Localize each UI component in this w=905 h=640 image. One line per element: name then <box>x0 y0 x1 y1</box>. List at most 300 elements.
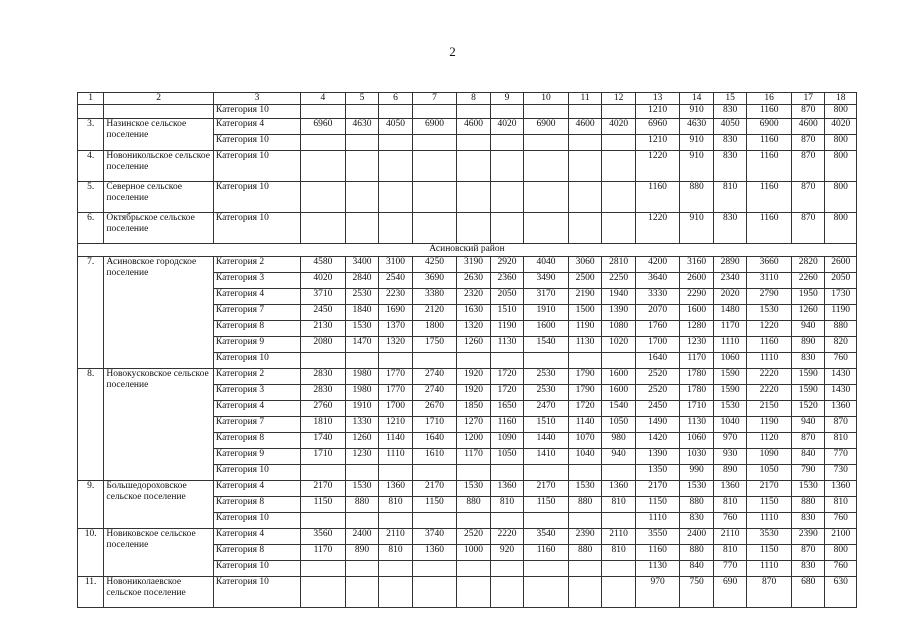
value-cell: 2120 <box>412 305 457 321</box>
value-cell <box>524 561 569 577</box>
value-cell: 1470 <box>345 337 378 353</box>
value-cell: 970 <box>635 577 680 608</box>
value-cell: 1020 <box>602 337 635 353</box>
value-cell <box>490 213 523 244</box>
value-cell: 1360 <box>602 481 635 497</box>
value-cell <box>568 561 601 577</box>
value-cell: 3550 <box>635 529 680 545</box>
row-number: 6. <box>78 213 104 244</box>
category-cell: Категория 4 <box>213 119 300 135</box>
header-col-4: 4 <box>301 93 346 105</box>
value-cell: 3540 <box>524 529 569 545</box>
value-cell: 2260 <box>791 273 824 289</box>
value-cell: 1060 <box>680 433 713 449</box>
value-cell: 4020 <box>301 273 346 289</box>
value-cell: 6960 <box>635 119 680 135</box>
value-cell: 760 <box>825 513 857 529</box>
value-cell <box>457 513 490 529</box>
value-cell: 880 <box>680 182 713 213</box>
value-cell: 3660 <box>747 257 792 273</box>
value-cell: 2840 <box>345 273 378 289</box>
value-cell: 1640 <box>412 433 457 449</box>
value-cell: 4630 <box>680 119 713 135</box>
value-cell: 1050 <box>602 417 635 433</box>
value-cell <box>457 577 490 608</box>
value-cell: 2110 <box>713 529 746 545</box>
table-row <box>78 182 857 213</box>
value-cell <box>457 561 490 577</box>
header-col-5: 5 <box>345 93 378 105</box>
category-cell: Категория 4 <box>213 481 300 497</box>
value-cell: 1090 <box>747 449 792 465</box>
value-cell: 1590 <box>791 369 824 385</box>
value-cell: 1350 <box>635 465 680 481</box>
value-cell: 1520 <box>791 401 824 417</box>
value-cell: 810 <box>713 497 746 513</box>
value-cell: 1130 <box>635 561 680 577</box>
row-number: 8. <box>78 369 104 481</box>
value-cell: 1110 <box>747 353 792 369</box>
category-cell: Категория 2 <box>213 257 300 273</box>
value-cell: 1080 <box>602 321 635 337</box>
value-cell: 2170 <box>747 481 792 497</box>
value-cell: 1700 <box>635 337 680 353</box>
row-number <box>78 105 104 119</box>
value-cell: 1190 <box>825 305 857 321</box>
value-cell <box>301 465 346 481</box>
value-cell <box>568 105 601 119</box>
value-cell: 1720 <box>490 385 523 401</box>
value-cell: 4630 <box>345 119 378 135</box>
value-cell <box>379 182 412 213</box>
value-cell: 1430 <box>825 369 857 385</box>
settlement-name: Новоникольское сельское поселение <box>104 151 214 182</box>
value-cell: 2220 <box>747 369 792 385</box>
value-cell: 3060 <box>568 257 601 273</box>
value-cell: 1150 <box>301 497 346 513</box>
value-cell: 1790 <box>568 369 601 385</box>
value-cell: 1210 <box>635 105 680 119</box>
value-cell: 1220 <box>747 321 792 337</box>
value-cell <box>301 213 346 244</box>
value-cell: 830 <box>791 561 824 577</box>
value-cell: 2500 <box>568 273 601 289</box>
value-cell: 830 <box>791 513 824 529</box>
value-cell: 870 <box>791 545 824 561</box>
value-cell: 3190 <box>457 257 490 273</box>
value-cell: 870 <box>791 213 824 244</box>
settlement-name: Асиновское городское поселение <box>104 257 214 369</box>
value-cell: 4200 <box>635 257 680 273</box>
value-cell: 3330 <box>635 289 680 305</box>
value-cell <box>301 561 346 577</box>
value-cell <box>568 577 601 608</box>
value-cell: 1640 <box>635 353 680 369</box>
value-cell: 1650 <box>490 401 523 417</box>
value-cell <box>602 561 635 577</box>
header-col-8: 8 <box>457 93 490 105</box>
value-cell: 2390 <box>568 529 601 545</box>
value-cell: 880 <box>791 497 824 513</box>
value-cell <box>412 105 457 119</box>
value-cell: 1170 <box>680 353 713 369</box>
value-cell: 2320 <box>457 289 490 305</box>
value-cell: 770 <box>713 561 746 577</box>
value-cell: 790 <box>791 465 824 481</box>
value-cell <box>457 213 490 244</box>
value-cell: 1940 <box>602 289 635 305</box>
value-cell: 1150 <box>747 497 792 513</box>
value-cell: 810 <box>490 497 523 513</box>
value-cell <box>412 577 457 608</box>
value-cell: 1590 <box>713 369 746 385</box>
value-cell <box>602 151 635 182</box>
value-cell: 1740 <box>301 433 346 449</box>
value-cell <box>490 151 523 182</box>
value-cell: 1170 <box>301 545 346 561</box>
value-cell: 1210 <box>379 417 412 433</box>
value-cell <box>412 135 457 151</box>
value-cell <box>412 151 457 182</box>
value-cell: 940 <box>791 321 824 337</box>
value-cell: 1060 <box>713 353 746 369</box>
value-cell: 810 <box>379 545 412 561</box>
value-cell: 810 <box>713 182 746 213</box>
table-row <box>78 481 857 497</box>
value-cell <box>345 577 378 608</box>
value-cell: 1030 <box>680 449 713 465</box>
value-cell <box>457 151 490 182</box>
value-cell: 800 <box>825 182 857 213</box>
value-cell: 830 <box>713 135 746 151</box>
value-cell: 1160 <box>747 337 792 353</box>
value-cell: 2530 <box>524 385 569 401</box>
value-cell: 1490 <box>635 417 680 433</box>
value-cell: 1530 <box>713 401 746 417</box>
value-cell: 1590 <box>713 385 746 401</box>
header-col-12: 12 <box>602 93 635 105</box>
value-cell: 1710 <box>680 401 713 417</box>
value-cell: 930 <box>713 449 746 465</box>
value-cell: 1920 <box>457 369 490 385</box>
value-cell: 830 <box>713 151 746 182</box>
header-col-18: 18 <box>825 93 857 105</box>
page-number: 2 <box>449 44 456 59</box>
value-cell <box>602 135 635 151</box>
category-cell: Категория 3 <box>213 273 300 289</box>
value-cell: 1530 <box>747 305 792 321</box>
value-cell: 1840 <box>345 305 378 321</box>
value-cell: 1360 <box>825 401 857 417</box>
value-cell: 1720 <box>568 401 601 417</box>
value-cell: 2820 <box>791 257 824 273</box>
value-cell <box>412 513 457 529</box>
header-col-17: 17 <box>791 93 824 105</box>
value-cell: 1170 <box>713 321 746 337</box>
value-cell: 1770 <box>379 369 412 385</box>
value-cell <box>379 135 412 151</box>
value-cell: 1850 <box>457 401 490 417</box>
value-cell <box>379 353 412 369</box>
value-cell: 1390 <box>635 449 680 465</box>
value-cell <box>379 213 412 244</box>
value-cell: 2450 <box>635 401 680 417</box>
value-cell: 2390 <box>791 529 824 545</box>
value-cell: 1230 <box>345 449 378 465</box>
value-cell <box>602 513 635 529</box>
value-cell <box>490 561 523 577</box>
value-cell <box>524 577 569 608</box>
value-cell: 3380 <box>412 289 457 305</box>
value-cell: 990 <box>680 465 713 481</box>
value-cell: 1540 <box>524 337 569 353</box>
value-cell: 1220 <box>635 213 680 244</box>
value-cell <box>602 213 635 244</box>
value-cell <box>524 151 569 182</box>
row-number: 5. <box>78 182 104 213</box>
value-cell: 1070 <box>568 433 601 449</box>
value-cell: 1600 <box>524 321 569 337</box>
value-cell: 4600 <box>568 119 601 135</box>
value-cell: 1110 <box>747 513 792 529</box>
value-cell: 2830 <box>301 369 346 385</box>
row-number: 3. <box>78 119 104 151</box>
value-cell: 3740 <box>412 529 457 545</box>
value-cell: 3110 <box>747 273 792 289</box>
settlement-name: Новониколаевское сельское поселение <box>104 577 214 608</box>
value-cell: 910 <box>680 135 713 151</box>
value-cell: 840 <box>791 449 824 465</box>
value-cell: 2520 <box>457 529 490 545</box>
value-cell: 880 <box>345 497 378 513</box>
value-cell <box>412 465 457 481</box>
value-cell: 1780 <box>680 385 713 401</box>
value-cell: 2790 <box>747 289 792 305</box>
value-cell <box>457 465 490 481</box>
value-cell: 1320 <box>379 337 412 353</box>
value-cell: 870 <box>791 182 824 213</box>
value-cell <box>379 513 412 529</box>
value-cell: 1700 <box>379 401 412 417</box>
value-cell <box>345 465 378 481</box>
value-cell: 2020 <box>713 289 746 305</box>
value-cell <box>524 213 569 244</box>
value-cell: 1110 <box>379 449 412 465</box>
table-row <box>78 529 857 545</box>
value-cell: 1150 <box>635 497 680 513</box>
value-cell: 2190 <box>568 289 601 305</box>
value-cell <box>412 182 457 213</box>
value-cell: 2400 <box>680 529 713 545</box>
category-cell: Категория 4 <box>213 529 300 545</box>
value-cell: 1360 <box>490 481 523 497</box>
value-cell: 4040 <box>524 257 569 273</box>
header-col-3: 3 <box>213 93 300 105</box>
value-cell <box>524 513 569 529</box>
value-cell: 1270 <box>457 417 490 433</box>
value-cell <box>379 577 412 608</box>
value-cell: 1110 <box>747 561 792 577</box>
value-cell <box>301 182 346 213</box>
value-cell <box>412 561 457 577</box>
row-number: 9. <box>78 481 104 529</box>
value-cell <box>490 353 523 369</box>
table-row <box>78 577 857 608</box>
value-cell: 680 <box>791 577 824 608</box>
table-row <box>78 105 857 119</box>
header-col-11: 11 <box>568 93 601 105</box>
value-cell: 2810 <box>602 257 635 273</box>
value-cell <box>345 151 378 182</box>
value-cell: 2600 <box>680 273 713 289</box>
value-cell: 1530 <box>791 481 824 497</box>
value-cell: 1980 <box>345 385 378 401</box>
value-cell: 1260 <box>345 433 378 449</box>
value-cell: 2070 <box>635 305 680 321</box>
value-cell: 2760 <box>301 401 346 417</box>
value-cell: 870 <box>747 577 792 608</box>
value-cell: 3160 <box>680 257 713 273</box>
header-col-15: 15 <box>713 93 746 105</box>
value-cell: 1040 <box>568 449 601 465</box>
table-row <box>78 257 857 273</box>
value-cell <box>345 213 378 244</box>
value-cell: 2110 <box>602 529 635 545</box>
value-cell: 1360 <box>713 481 746 497</box>
value-cell: 3530 <box>747 529 792 545</box>
value-cell: 1530 <box>345 481 378 497</box>
row-number: 11. <box>78 577 104 608</box>
value-cell: 2630 <box>457 273 490 289</box>
value-cell: 630 <box>825 577 857 608</box>
category-cell: Категория 10 <box>213 353 300 369</box>
value-cell <box>379 151 412 182</box>
category-cell: Категория 8 <box>213 497 300 513</box>
value-cell: 3560 <box>301 529 346 545</box>
value-cell: 1720 <box>490 369 523 385</box>
value-cell: 1150 <box>747 545 792 561</box>
value-cell: 1160 <box>635 545 680 561</box>
header-col-1: 1 <box>78 93 104 105</box>
header-row <box>78 93 857 105</box>
table-row <box>78 213 857 244</box>
value-cell: 1160 <box>747 105 792 119</box>
value-cell <box>602 577 635 608</box>
value-cell: 2540 <box>379 273 412 289</box>
header-col-10: 10 <box>524 93 569 105</box>
value-cell: 4250 <box>412 257 457 273</box>
value-cell: 1420 <box>635 433 680 449</box>
value-cell: 1610 <box>412 449 457 465</box>
value-cell <box>490 465 523 481</box>
value-cell: 2340 <box>713 273 746 289</box>
value-cell: 1750 <box>412 337 457 353</box>
category-cell: Категория 4 <box>213 289 300 305</box>
category-cell: Категория 10 <box>213 105 300 119</box>
value-cell: 1360 <box>379 481 412 497</box>
value-cell <box>345 182 378 213</box>
value-cell: 3710 <box>301 289 346 305</box>
value-cell: 2050 <box>825 273 857 289</box>
value-cell: 800 <box>825 545 857 561</box>
value-cell: 1130 <box>680 417 713 433</box>
category-cell: Категория 10 <box>213 561 300 577</box>
value-cell <box>490 105 523 119</box>
value-cell: 3490 <box>524 273 569 289</box>
value-cell: 2100 <box>825 529 857 545</box>
value-cell: 880 <box>680 545 713 561</box>
value-cell <box>524 135 569 151</box>
value-cell <box>602 465 635 481</box>
value-cell: 1780 <box>680 369 713 385</box>
value-cell: 690 <box>713 577 746 608</box>
value-cell: 3690 <box>412 273 457 289</box>
header-col-14: 14 <box>680 93 713 105</box>
header-col-2: 2 <box>104 93 214 105</box>
value-cell: 810 <box>713 545 746 561</box>
value-cell: 2920 <box>490 257 523 273</box>
value-cell: 730 <box>825 465 857 481</box>
category-cell: Категория 10 <box>213 151 300 182</box>
value-cell <box>524 105 569 119</box>
value-cell <box>524 465 569 481</box>
value-cell <box>568 353 601 369</box>
value-cell: 910 <box>680 213 713 244</box>
value-cell: 810 <box>825 497 857 513</box>
value-cell: 2130 <box>301 321 346 337</box>
value-cell: 2740 <box>412 369 457 385</box>
value-cell: 2170 <box>524 481 569 497</box>
value-cell: 2220 <box>490 529 523 545</box>
value-cell: 1120 <box>747 433 792 449</box>
category-cell: Категория 7 <box>213 305 300 321</box>
value-cell <box>412 213 457 244</box>
value-cell: 840 <box>680 561 713 577</box>
value-cell: 1140 <box>379 433 412 449</box>
value-cell: 4580 <box>301 257 346 273</box>
row-number: 4. <box>78 151 104 182</box>
value-cell: 1540 <box>602 401 635 417</box>
value-cell: 1330 <box>345 417 378 433</box>
category-cell: Категория 3 <box>213 385 300 401</box>
value-cell: 4020 <box>490 119 523 135</box>
category-cell: Категория 10 <box>213 213 300 244</box>
value-cell: 2050 <box>490 289 523 305</box>
value-cell: 800 <box>825 213 857 244</box>
value-cell <box>602 353 635 369</box>
value-cell: 2170 <box>412 481 457 497</box>
value-cell: 1130 <box>568 337 601 353</box>
value-cell: 3400 <box>345 257 378 273</box>
value-cell: 2450 <box>301 305 346 321</box>
value-cell <box>568 135 601 151</box>
category-cell: Категория 7 <box>213 417 300 433</box>
value-cell: 880 <box>825 321 857 337</box>
value-cell: 1590 <box>791 385 824 401</box>
value-cell: 2220 <box>747 385 792 401</box>
category-cell: Категория 8 <box>213 545 300 561</box>
value-cell <box>301 577 346 608</box>
value-cell: 800 <box>825 135 857 151</box>
value-cell: 1170 <box>457 449 490 465</box>
value-cell <box>345 561 378 577</box>
value-cell: 1230 <box>680 337 713 353</box>
value-cell <box>524 182 569 213</box>
value-cell: 1910 <box>524 305 569 321</box>
value-cell <box>301 353 346 369</box>
value-cell: 1140 <box>568 417 601 433</box>
category-cell: Категория 10 <box>213 465 300 481</box>
